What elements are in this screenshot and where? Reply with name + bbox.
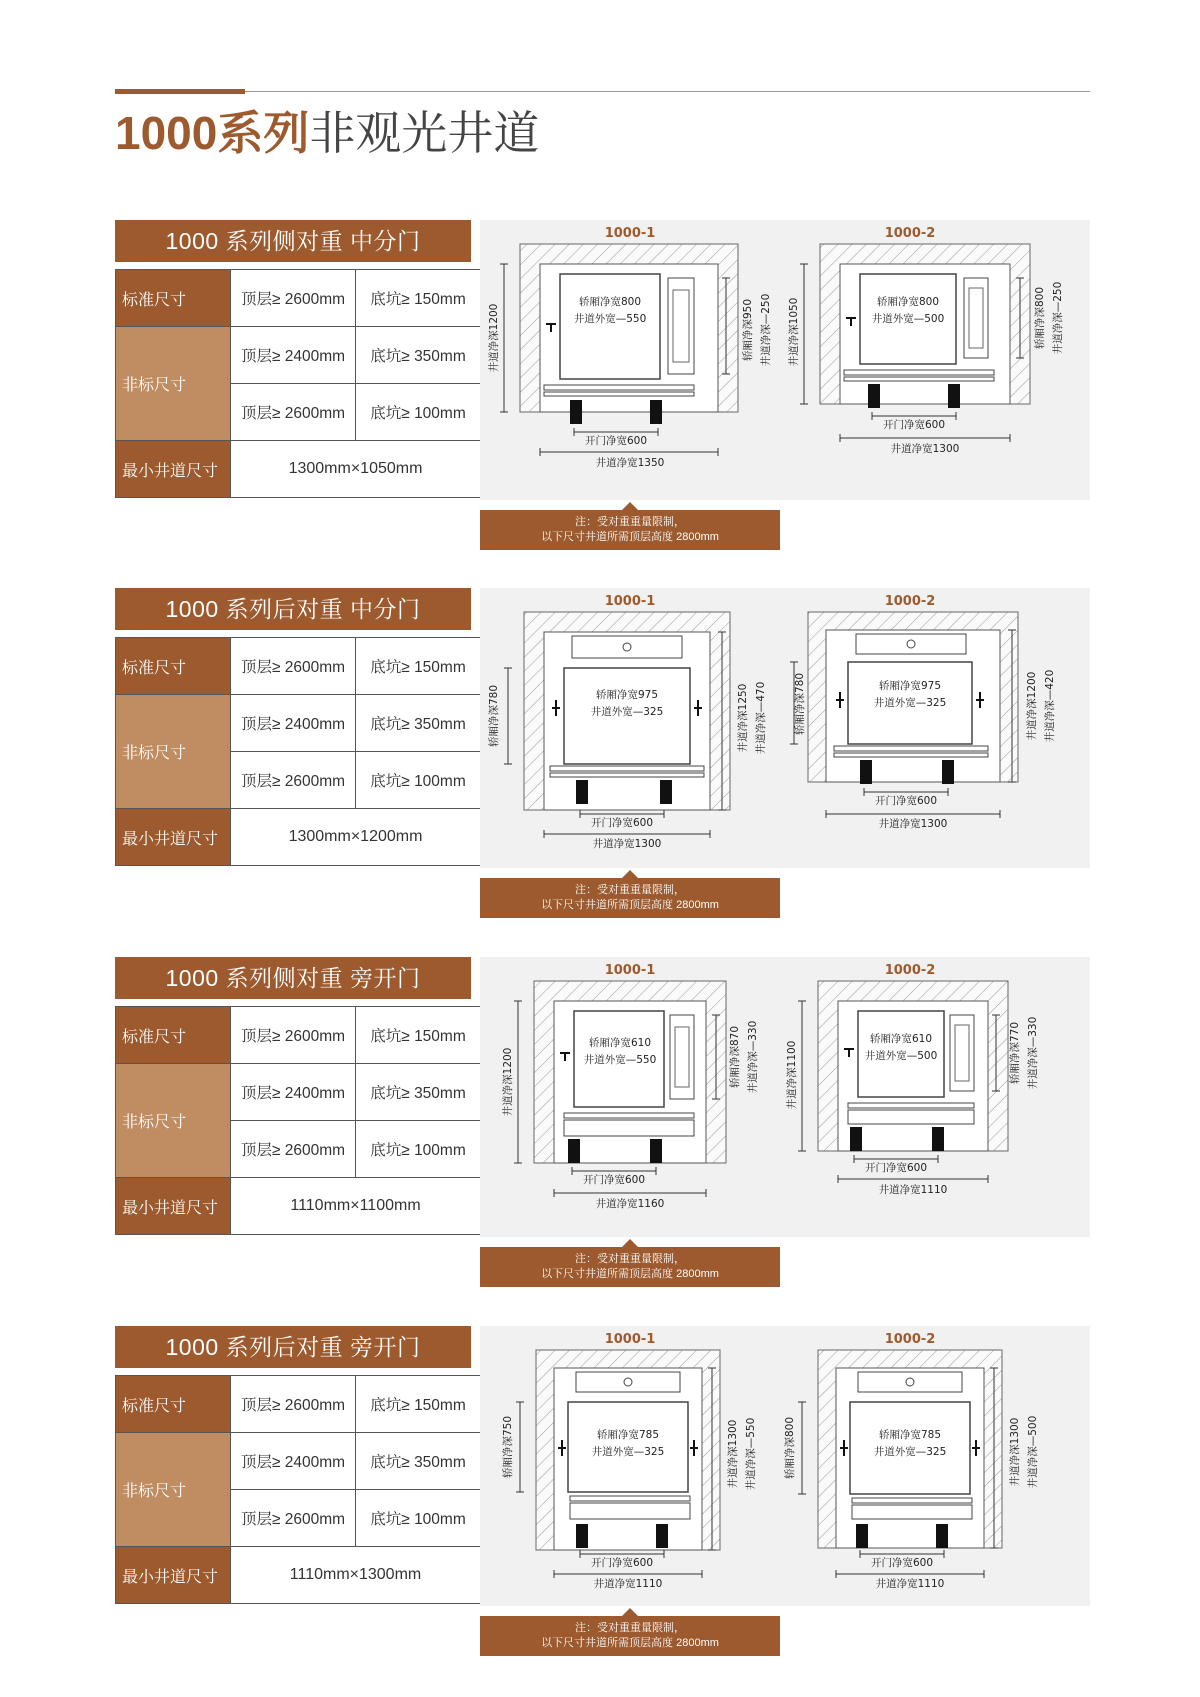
ns2-pit-value: 底坑≥ 100mm	[356, 1121, 481, 1178]
note-line-1: 注：受对重重量限制，	[575, 516, 685, 528]
shaft-width-label: 井道净宽1300	[592, 838, 662, 850]
door-jamb-left	[856, 1524, 868, 1548]
diagram-1000-1	[501, 1332, 757, 1590]
left-depth-label: 轿厢净深750	[502, 1415, 514, 1479]
shaft-interior	[554, 1368, 702, 1550]
shaft-width-label: 井道净宽1300	[890, 443, 960, 455]
nonstandard-label: 非标尺寸	[116, 1433, 231, 1547]
shaft-outer-label: 井道外宽—500	[871, 313, 945, 325]
table-row	[116, 1376, 481, 1433]
table-row	[116, 1007, 481, 1064]
ns2-pit-value: 底坑≥ 100mm	[356, 1490, 481, 1547]
car-width-label: 轿厢净宽610	[869, 1033, 933, 1045]
left-depth-label: 井道净深1100	[786, 1040, 798, 1110]
door-jamb-right	[942, 760, 954, 784]
landing-door	[852, 1505, 972, 1519]
ns2-top-value: 顶层≥ 2600mm	[231, 1121, 356, 1178]
section-title: 1000 系列后对重 旁开门	[115, 1326, 471, 1368]
nonstandard-label: 非标尺寸	[116, 695, 231, 809]
car-depth-label: 轿厢净深950	[742, 298, 754, 362]
counterweight	[856, 634, 966, 654]
shaft-width-label: 井道净宽1160	[595, 1198, 665, 1210]
car-width-label: 轿厢净宽800	[578, 296, 642, 308]
shaft-outer-label: 井道外宽—325	[873, 697, 947, 709]
ns1-pit-value: 底坑≥ 350mm	[356, 327, 481, 384]
shaft-plan-svg	[480, 588, 1090, 868]
table-row	[116, 695, 481, 752]
door-jamb-left	[850, 1127, 862, 1151]
note-box	[480, 878, 780, 918]
min-shaft-label: 最小井道尺寸	[116, 441, 231, 498]
left-depth-label: 井道净深1200	[502, 1047, 514, 1117]
section-title: 1000 系列侧对重 中分门	[115, 220, 471, 262]
page-title-strong: 1000系列	[115, 107, 310, 159]
diagram-title: 1000-2	[884, 1332, 936, 1347]
spec-table	[115, 637, 481, 866]
shaft-outer-label: 井道外宽—550	[573, 313, 647, 325]
shaft-width-label: 井道净宽1110	[878, 1184, 948, 1196]
door-sill	[570, 1496, 690, 1501]
table-row	[116, 1178, 481, 1235]
shaft-depth-offset-label: 井道净深—500	[1027, 1415, 1039, 1489]
landing-door	[570, 1503, 690, 1519]
diagram-title: 1000-2	[884, 594, 936, 609]
table-row	[116, 638, 481, 695]
std-pit-value: 底坑≥ 150mm	[356, 1007, 481, 1064]
left-dim-line	[798, 1001, 806, 1151]
left-dim-line	[514, 1001, 522, 1163]
left-dim-line	[800, 264, 808, 404]
section-title: 1000 系列侧对重 旁开门	[115, 957, 471, 999]
landing-door	[564, 1120, 694, 1136]
min-shaft-value: 1300mm×1050mm	[231, 441, 481, 498]
std-top-value: 顶层≥ 2600mm	[231, 270, 356, 327]
ns1-top-value: 顶层≥ 2400mm	[231, 327, 356, 384]
door-jamb-right	[650, 400, 662, 424]
shaft-width-label: 井道净宽1350	[595, 457, 665, 469]
door-jamb-right	[660, 780, 672, 804]
door-jamb-right	[948, 384, 960, 408]
door-width-label: 开门净宽600	[582, 1174, 646, 1186]
left-dim-line	[798, 1402, 806, 1494]
door-width-label: 开门净宽600	[590, 817, 654, 829]
note-line-2: 以下尺寸井道所需顶层高度 2800mm	[541, 531, 719, 543]
note-box	[480, 510, 780, 550]
min-shaft-label: 最小井道尺寸	[116, 1547, 231, 1604]
note-arrow-icon	[622, 1608, 638, 1616]
diagram-1000-1	[501, 963, 759, 1210]
diagram-1000-2	[790, 594, 1056, 830]
ns1-pit-value: 底坑≥ 350mm	[356, 1433, 481, 1490]
door-sill	[852, 1498, 972, 1503]
shaft-depth-offset-label: 井道净深—420	[1044, 669, 1056, 743]
shaft-width-dim-line	[826, 810, 1000, 818]
diagram-1000-2	[783, 1332, 1039, 1590]
diagram-panel	[480, 957, 1090, 1237]
shaft-depth-offset-label: 井道净深—470	[755, 681, 767, 755]
shaft-outer-label: 井道外宽—325	[873, 1446, 947, 1458]
left-dim-line	[500, 264, 508, 412]
door-jamb-left	[576, 780, 588, 804]
shaft-depth-offset-label: 井道净深—250	[1052, 281, 1064, 355]
section-side-cw-side-door	[0, 957, 1200, 1287]
shaft-depth-offset-label: 井道净深—330	[1027, 1016, 1039, 1090]
counterweight	[576, 1372, 680, 1392]
left-depth-label: 轿厢净深780	[488, 684, 500, 748]
diagram-1000-1	[487, 594, 767, 850]
shaft-depth-label: 井道净深1200	[1026, 671, 1038, 741]
door-jamb-left	[570, 400, 582, 424]
shaft-width-dim-line	[554, 1570, 702, 1578]
diagram-title: 1000-1	[604, 1332, 656, 1347]
table-row	[116, 1064, 481, 1121]
door-jamb-left	[868, 384, 880, 408]
car-width-label: 轿厢净宽975	[595, 689, 659, 701]
note-arrow-icon	[622, 502, 638, 510]
min-shaft-label: 最小井道尺寸	[116, 1178, 231, 1235]
door-sill	[544, 385, 694, 390]
note-line-1: 注：受对重重量限制，	[575, 884, 685, 896]
shaft-width-dim-line	[836, 1570, 984, 1578]
ns1-pit-value: 底坑≥ 350mm	[356, 1064, 481, 1121]
diagram-title: 1000-1	[604, 226, 656, 241]
title-accent-bar	[115, 89, 245, 94]
left-dim-line	[516, 1402, 524, 1492]
ns1-top-value: 顶层≥ 2400mm	[231, 1433, 356, 1490]
diagram-panel	[480, 588, 1090, 868]
ns2-pit-value: 底坑≥ 100mm	[356, 752, 481, 809]
shaft-depth-offset-label: 井道净深—550	[745, 1417, 757, 1491]
door-jamb-left	[860, 760, 872, 784]
note-line-2: 以下尺寸井道所需顶层高度 2800mm	[541, 1268, 719, 1280]
car-depth-label: 轿厢净深870	[729, 1025, 741, 1089]
car-width-label: 轿厢净宽800	[876, 296, 940, 308]
shaft-outer-label: 井道外宽—325	[590, 706, 664, 718]
shaft-plan-svg	[480, 220, 1090, 500]
ns2-top-value: 顶层≥ 2600mm	[231, 1490, 356, 1547]
ns1-top-value: 顶层≥ 2400mm	[231, 695, 356, 752]
left-dim-line	[504, 668, 512, 764]
car-depth-label: 轿厢净深800	[1034, 286, 1046, 350]
door-jamb-right	[656, 1524, 668, 1548]
shaft-width-dim-line	[544, 830, 710, 838]
shaft-width-dim-line	[840, 434, 1010, 442]
door-jamb-right	[932, 1127, 944, 1151]
left-depth-label: 轿厢净深780	[794, 672, 806, 736]
min-shaft-value: 1110mm×1300mm	[231, 1547, 481, 1604]
min-shaft-label: 最小井道尺寸	[116, 809, 231, 866]
diagram-title: 1000-2	[884, 963, 936, 978]
diagram-panel	[480, 1326, 1090, 1606]
door-sill-2	[844, 377, 994, 381]
door-width-label: 开门净宽600	[874, 795, 938, 807]
table-row	[116, 327, 481, 384]
std-pit-value: 底坑≥ 150mm	[356, 1376, 481, 1433]
table-row	[116, 270, 481, 327]
standard-label: 标准尺寸	[116, 1007, 231, 1064]
spec-table	[115, 1375, 481, 1604]
landing-door	[848, 1110, 974, 1124]
shaft-depth-offset-label: 井道净深—330	[747, 1020, 759, 1094]
diagram-1000-2	[785, 963, 1039, 1196]
std-pit-value: 底坑≥ 150mm	[356, 638, 481, 695]
shaft-width-dim-line	[554, 1189, 706, 1197]
spec-table	[115, 269, 481, 498]
car-width-label: 轿厢净宽785	[878, 1429, 942, 1441]
diagram-panel	[480, 220, 1090, 500]
ns2-pit-value: 底坑≥ 100mm	[356, 384, 481, 441]
door-jamb-left	[568, 1139, 580, 1163]
note-arrow-icon	[622, 870, 638, 878]
page-title	[115, 100, 539, 166]
nonstandard-label: 非标尺寸	[116, 1064, 231, 1178]
min-shaft-value: 1110mm×1100mm	[231, 1178, 481, 1235]
std-top-value: 顶层≥ 2600mm	[231, 638, 356, 695]
shaft-width-label: 井道净宽1110	[875, 1578, 945, 1590]
ns2-top-value: 顶层≥ 2600mm	[231, 752, 356, 809]
ns2-top-value: 顶层≥ 2600mm	[231, 384, 356, 441]
shaft-outer-label: 井道外宽—500	[864, 1050, 938, 1062]
shaft-interior	[554, 1001, 706, 1163]
table-row	[116, 1433, 481, 1490]
door-sill	[844, 370, 994, 375]
counterweight	[572, 636, 682, 658]
title-rule	[245, 91, 1090, 92]
shaft-outer-label: 井道外宽—325	[591, 1446, 665, 1458]
door-width-label: 开门净宽600	[882, 419, 946, 431]
std-pit-value: 底坑≥ 150mm	[356, 270, 481, 327]
std-top-value: 顶层≥ 2600mm	[231, 1007, 356, 1064]
table-row	[116, 1547, 481, 1604]
shaft-depth-offset-label: 井道净深—250	[760, 293, 772, 367]
left-depth-label: 井道净深1050	[788, 297, 800, 367]
door-jamb-right	[650, 1139, 662, 1163]
counterweight	[858, 1372, 962, 1392]
section-title: 1000 系列后对重 中分门	[115, 588, 471, 630]
note-box	[480, 1247, 780, 1287]
nonstandard-label: 非标尺寸	[116, 327, 231, 441]
door-width-label: 开门净宽600	[584, 435, 648, 447]
car-width-label: 轿厢净宽975	[878, 680, 942, 692]
door-sill	[550, 766, 704, 771]
section-rear-cw-side-door	[0, 1326, 1200, 1656]
door-sill	[848, 1103, 974, 1108]
standard-label: 标准尺寸	[116, 638, 231, 695]
standard-label: 标准尺寸	[116, 1376, 231, 1433]
spec-table	[115, 1006, 481, 1235]
ns1-pit-value: 底坑≥ 350mm	[356, 695, 481, 752]
section-rear-cw-center-door	[0, 588, 1200, 918]
left-depth-label: 轿厢净深800	[784, 1416, 796, 1480]
door-sill	[564, 1113, 694, 1118]
note-line-1: 注：受对重重量限制，	[575, 1622, 685, 1634]
table-row	[116, 809, 481, 866]
door-width-label: 开门净宽600	[590, 1557, 654, 1569]
shaft-interior	[836, 1368, 984, 1548]
min-shaft-value: 1300mm×1200mm	[231, 809, 481, 866]
shaft-depth-label: 井道净深1250	[737, 683, 749, 753]
shaft-interior	[840, 264, 1010, 404]
table-row	[116, 441, 481, 498]
diagram-1000-2	[787, 226, 1064, 455]
shaft-width-dim-line	[838, 1175, 988, 1183]
car-width-label: 轿厢净宽785	[596, 1429, 660, 1441]
door-sill-2	[550, 773, 704, 777]
car-width-label: 轿厢净宽610	[588, 1037, 652, 1049]
standard-label: 标准尺寸	[116, 270, 231, 327]
shaft-depth-label: 井道净深1300	[727, 1419, 739, 1489]
shaft-plan-svg	[480, 957, 1090, 1237]
door-sill	[834, 746, 988, 751]
shaft-outer-label: 井道外宽—550	[583, 1054, 657, 1066]
note-box	[480, 1616, 780, 1656]
door-jamb-right	[936, 1524, 948, 1548]
door-width-label: 开门净宽600	[864, 1162, 928, 1174]
page-title-light: 非观光井道	[309, 107, 540, 159]
std-top-value: 顶层≥ 2600mm	[231, 1376, 356, 1433]
diagram-title: 1000-1	[604, 594, 656, 609]
note-line-2: 以下尺寸井道所需顶层高度 2800mm	[541, 1637, 719, 1649]
left-depth-label: 井道净深1200	[488, 303, 500, 373]
shaft-depth-label: 井道净深1300	[1009, 1417, 1021, 1487]
shaft-width-dim-line	[540, 448, 718, 456]
section-side-cw-center-door	[0, 220, 1200, 550]
ns1-top-value: 顶层≥ 2400mm	[231, 1064, 356, 1121]
door-width-label: 开门净宽600	[870, 1557, 934, 1569]
shaft-width-label: 井道净宽1300	[878, 818, 948, 830]
door-jamb-left	[576, 1524, 588, 1548]
diagram-1000-1	[487, 226, 772, 469]
note-arrow-icon	[622, 1239, 638, 1247]
car-depth-label: 轿厢净深770	[1009, 1021, 1021, 1085]
shaft-plan-svg	[480, 1326, 1090, 1606]
door-sill-2	[834, 753, 988, 757]
door-sill-2	[544, 392, 694, 396]
shaft-interior	[544, 632, 710, 810]
diagram-title: 1000-1	[604, 963, 656, 978]
note-line-1: 注：受对重重量限制，	[575, 1253, 685, 1265]
diagram-title: 1000-2	[884, 226, 936, 241]
note-line-2: 以下尺寸井道所需顶层高度 2800mm	[541, 899, 719, 911]
shaft-width-label: 井道净宽1110	[593, 1578, 663, 1590]
